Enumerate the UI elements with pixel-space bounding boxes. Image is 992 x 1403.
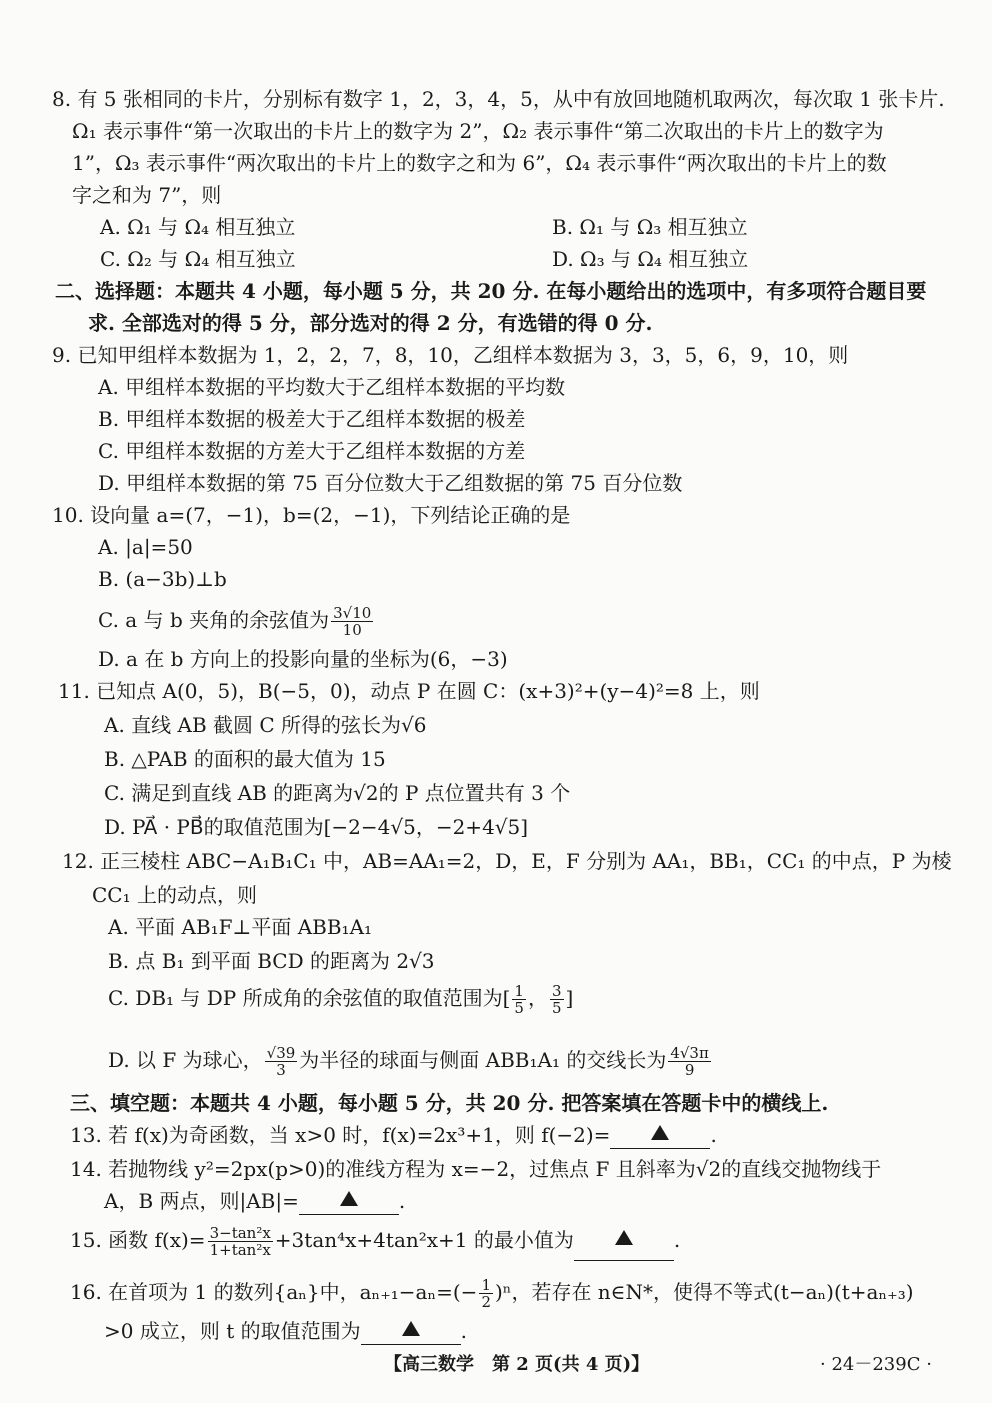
section-3-heading: 三、填空题：本题共 4 小题，每小题 5 分，共 20 分. 把答案填在答题卡中的横线上. (70, 1091, 829, 1115)
q12-option-c-text: C. DB₁ 与 DP 所成角的余弦值的取值范围为[ (108, 986, 511, 1010)
fraction-numerator: 3 (551, 982, 562, 1000)
fraction-denominator: 5 (551, 999, 562, 1017)
q12-line-2: CC₁ 上的动点，则 (92, 883, 257, 907)
q16-text: >0 成立，则 t 的取值范围为 (104, 1319, 361, 1343)
q11-option-c: C. 满足到直线 AB 的距离为√2的 P 点位置共有 3 个 (104, 781, 571, 805)
q10-option-c-text: C. a 与 b 夹角的余弦值为 (98, 608, 330, 632)
q9-option-d: D. 甲组样本数据的第 75 百分位数大于乙组数据的第 75 百分位数 (98, 471, 683, 495)
q8-line-4: 字之和为 7”，则 (72, 183, 222, 207)
q10-cosine-fraction (331, 605, 373, 638)
q12-range-fraction-2 (550, 983, 564, 1016)
fraction-numerator: 3√10 (333, 604, 372, 622)
footer-page-label: 【高三数学 第 2 页(共 4 页)】 (384, 1354, 650, 1375)
fraction-numerator: 1 (481, 1276, 491, 1294)
q16-suffix: )ⁿ，若存在 n∈N*，使得不等式(t−aₙ)(t+aₙ₊₃) (494, 1280, 914, 1304)
q13 (70, 1122, 717, 1149)
fraction-denominator: 9 (684, 1061, 695, 1079)
q9-option-c: C. 甲组样本数据的方差大于乙组样本数据的方差 (98, 439, 526, 463)
q12-radius-fraction (265, 1045, 298, 1078)
section-2-heading-line-2: 求. 全部选对的得 5 分，部分选对的得 2 分，有选错的得 0 分. (88, 311, 653, 335)
q10-option-d: D. a 在 b 方向上的投影向量的坐标为(6，−3) (98, 647, 508, 671)
q12-option-d-middle: 为半径的球面与侧面 ABB₁A₁ 的交线长为 (299, 1048, 667, 1072)
q14-answer-blank (299, 1188, 399, 1215)
q11-option-d: D. PA⃗ · PB⃗的取值范围为[−2−4√5，−2+4√5] (104, 815, 529, 839)
fraction-denominator: 1+tan²x (209, 1241, 271, 1259)
q11-stem: 11. 已知点 A(0，5)，B(−5，0)，动点 P 在圆 C：(x+3)²+(y−4)²=8 上，则 (58, 679, 760, 703)
q10-option-c (98, 600, 375, 640)
q14-text: A，B 两点，则|AB|= (104, 1189, 299, 1213)
q8-option-b: B. Ω₁ 与 Ω₃ 相互独立 (552, 215, 748, 239)
q9-option-a: A. 甲组样本数据的平均数大于乙组样本数据的平均数 (98, 375, 566, 399)
triangle-icon (402, 1321, 420, 1336)
q15 (70, 1220, 680, 1261)
q12-length-fraction (668, 1045, 711, 1078)
fraction-numerator: 1 (514, 982, 524, 1000)
q12-range-separator: ， (527, 986, 548, 1010)
q15-end: . (673, 1228, 681, 1252)
q14-line-2 (104, 1188, 405, 1215)
q11-option-a: A. 直线 AB 截圆 C 所得的弦长为√6 (104, 713, 427, 737)
q8-option-c: C. Ω₂ 与 Ω₄ 相互独立 (100, 247, 296, 271)
q12-option-b: B. 点 B₁ 到平面 BCD 的距离为 2√3 (108, 949, 435, 973)
q12-option-d (108, 1040, 713, 1080)
q14-end: . (398, 1189, 406, 1213)
fraction-numerator: 4√3π (670, 1044, 709, 1062)
q16-line-1 (70, 1272, 914, 1312)
fraction-denominator: 2 (481, 1293, 491, 1311)
fraction-numerator: 3−tan²x (209, 1224, 271, 1242)
q15-suffix: +3tan⁴x+4tan²x+1 的最小值为 (274, 1228, 574, 1252)
q16-end: . (460, 1319, 467, 1343)
q12-option-c (108, 978, 573, 1018)
q15-answer-blank (574, 1220, 674, 1261)
q16-ratio-fraction (479, 1277, 493, 1310)
fraction-denominator: 10 (342, 621, 362, 639)
q9-option-b: B. 甲组样本数据的极差大于乙组样本数据的极差 (98, 407, 526, 431)
q14-line-1: 14. 若抛物线 y²=2px(p>0)的准线方程为 x=−2，过焦点 F 且斜率为√2的直线交抛物线于 (70, 1157, 882, 1181)
q12-option-a: A. 平面 AB₁F⊥平面 ABB₁A₁ (108, 915, 373, 939)
q8-line-1: 8. 有 5 张相同的卡片，分别标有数字 1，2，3，4，5，从中有放回地随机取两次，每次取 1 张卡片. (52, 87, 945, 111)
footer-exam-code: · 24－239C · (820, 1354, 932, 1375)
q13-text: 13. 若 f(x)为奇函数，当 x>0 时，f(x)=2x³+1，则 f(−2)= (70, 1123, 611, 1147)
q12-range-close: ] (565, 986, 574, 1010)
triangle-icon (615, 1230, 633, 1245)
section-2-heading-line-1: 二、选择题：本题共 4 小题，每小题 5 分，共 20 分. 在每小题给出的选项中，有多项符合题目要 (55, 279, 927, 303)
fraction-denominator: 5 (514, 999, 524, 1017)
q16-prefix: 16. 在首项为 1 的数列{aₙ}中，aₙ₊₁−aₙ=(− (70, 1280, 478, 1304)
q8-line-2: Ω₁ 表示事件“第一次取出的卡片上的数字为 2”，Ω₂ 表示事件“第二次取出的卡片上的数字为 (72, 119, 884, 143)
fraction-numerator: √39 (266, 1044, 296, 1062)
q10-option-a: A. |a|=50 (98, 535, 193, 559)
q15-prefix: 15. 函数 f(x)= (70, 1228, 206, 1252)
q11-option-b: B. △PAB 的面积的最大值为 15 (104, 747, 386, 771)
q16-line-2 (104, 1318, 467, 1345)
q10-option-b: B. (a−3b)⊥b (98, 567, 227, 591)
q12-line-1: 12. 正三棱柱 ABC−A₁B₁C₁ 中，AB=AA₁=2，D，E，F 分别为 AA₁，BB₁，CC₁ 的中点，P 为棱 (62, 849, 952, 873)
q12-range-fraction-1 (512, 983, 526, 1016)
q10-stem: 10. 设向量 a=(7，−1)，b=(2，−1)，下列结论正确的是 (52, 503, 571, 527)
q8-line-3: 1”，Ω₃ 表示事件“两次取出的卡片上的数字之和为 6”，Ω₄ 表示事件“两次取出的卡片上的数 (72, 151, 887, 175)
q8-option-d: D. Ω₃ 与 Ω₄ 相互独立 (552, 247, 749, 271)
q9-stem: 9. 已知甲组样本数据为 1，2，2，7，8，10，乙组样本数据为 3，3，5，6，9，10，则 (52, 343, 849, 367)
q16-answer-blank (361, 1318, 461, 1345)
q15-function-fraction (208, 1225, 273, 1258)
q12-option-d-prefix: D. 以 F 为球心， (108, 1048, 263, 1072)
q8-option-a: A. Ω₁ 与 Ω₄ 相互独立 (100, 215, 296, 239)
triangle-icon (340, 1191, 358, 1206)
fraction-denominator: 3 (276, 1061, 286, 1079)
triangle-icon (651, 1125, 669, 1140)
q13-end: . (710, 1123, 717, 1147)
q13-answer-blank (610, 1122, 710, 1149)
